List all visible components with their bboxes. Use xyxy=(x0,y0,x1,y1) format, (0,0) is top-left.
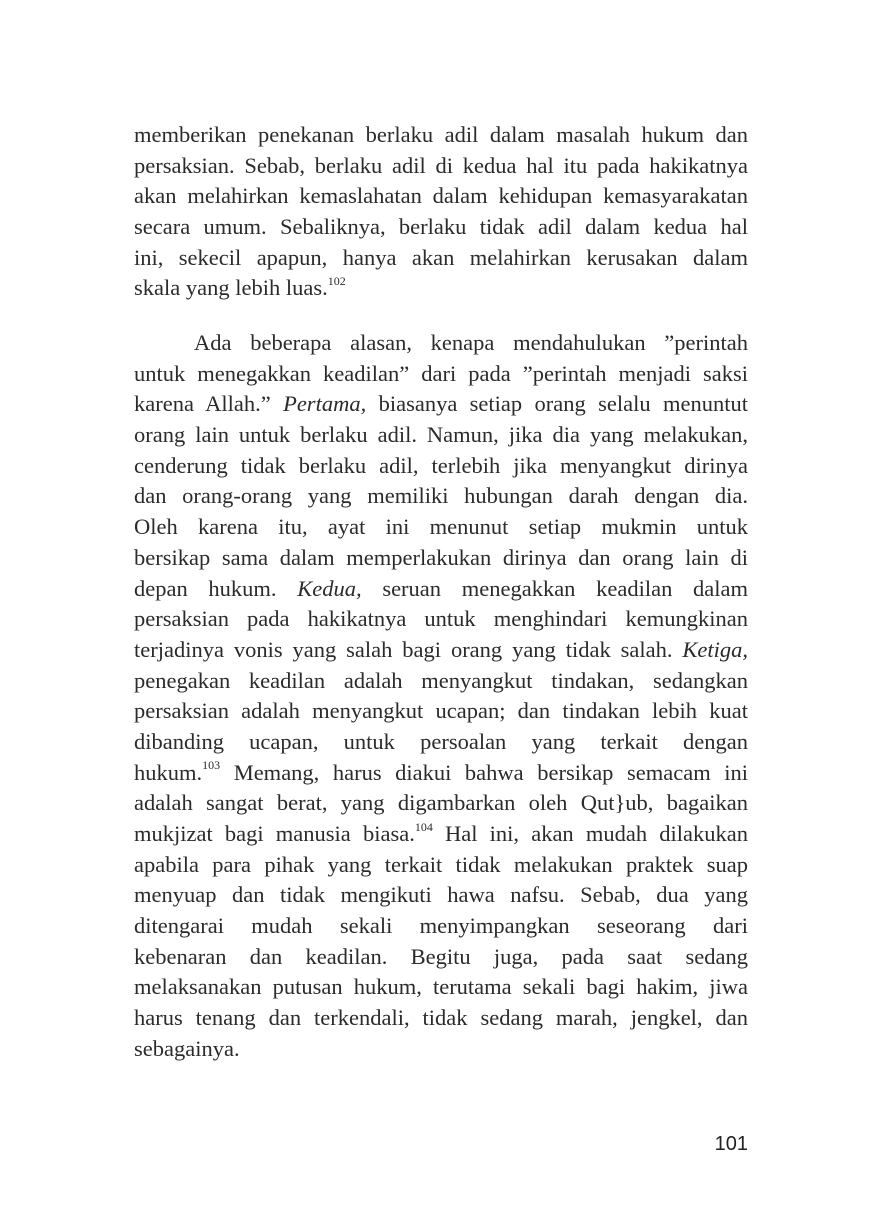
text-line: orang lain untuk berlaku adil. Namun, jika dia yang melakukan, xyxy=(134,422,748,448)
text-line: melaksanakan putusan hukum, terutama sekali bagi hakim, jiwa xyxy=(134,974,748,1000)
text-line: harus tenang dan terkendali, tidak sedang marah, jengkel, dan xyxy=(134,1005,748,1031)
text-line: Oleh karena itu, ayat ini menunut setiap mukmin untuk xyxy=(134,514,748,540)
text-line xyxy=(134,574,748,605)
text-fragment: terjadinya vonis yang salah bagi orang yang tidak salah. xyxy=(134,636,683,662)
text-line: untuk menegakkan keadilan” dari pada ”perintah menjadi saksi xyxy=(134,360,748,386)
text-line: Ada beberapa alasan, kenapa mendahulukan ”perintah xyxy=(194,330,748,355)
text-line: cenderung tidak berlaku adil, terlebih jika menyangkut dirinya xyxy=(134,452,748,478)
text-line xyxy=(134,819,748,850)
text-line: persaksian. Sebab, berlaku adil di kedua hal itu pada hakikatnya xyxy=(134,152,748,178)
text-fragment: biasanya setiap orang selalu menuntut xyxy=(366,391,749,417)
text-fragment: Memang, harus diakui bahwa bersikap semacam ini xyxy=(220,759,748,785)
text-line xyxy=(134,635,748,666)
text-fragment: karena Allah.” xyxy=(134,391,284,417)
text-fragment: skala yang lebih luas. xyxy=(134,275,328,301)
text-line: dan orang-orang yang memiliki hubungan darah dengan dia. xyxy=(134,483,748,509)
text-fragment: hukum. xyxy=(134,759,203,785)
text-fragment: seruan menegakkan keadilan dalam xyxy=(361,575,749,601)
emphasis-pertama: Pertama, xyxy=(283,391,367,417)
text-line: dibanding ucapan, untuk persoalan yang terkait dengan xyxy=(134,728,748,754)
text-line: apabila para pihak yang terkait tidak melakukan praktek suap xyxy=(134,851,748,877)
text-line: bersikap sama dalam memperlakukan dirinya dan orang lain di xyxy=(134,544,748,570)
text-line: kebenaran dan keadilan. Begitu juga, pada saat sedang xyxy=(134,943,748,969)
page-number: 101 xyxy=(714,1133,748,1155)
text-line: adalah sangat berat, yang digambarkan oleh Qut}ub, bagaikan xyxy=(134,790,748,816)
paragraph-1 xyxy=(134,120,748,304)
footnote-ref: 104 xyxy=(414,819,433,834)
emphasis-ketiga: Ketiga, xyxy=(682,636,748,662)
text-line: persaksian pada hakikatnya untuk menghindari kemungkinan xyxy=(134,606,748,632)
text-fragment: depan hukum. xyxy=(134,575,298,601)
text-line xyxy=(134,389,748,420)
text-line: ini, sekecil apapun, hanya akan melahirkan kerusakan dalam xyxy=(134,244,748,270)
text-fragment: Hal ini, akan mudah dilakukan xyxy=(432,821,748,846)
footnote-ref: 103 xyxy=(202,758,221,773)
text-line: penegakan keadilan adalah menyangkut tindakan, sedangkan xyxy=(134,667,748,693)
text-line: menyuap dan tidak mengikuti hawa nafsu. Sebab, dua yang xyxy=(134,882,748,908)
text-line: ditengarai mudah sekali menyimpangkan seseorang dari xyxy=(134,913,748,939)
text-line xyxy=(134,758,748,789)
emphasis-kedua: Kedua, xyxy=(297,575,362,601)
footnote-ref: 102 xyxy=(327,273,346,288)
text-fragment: mukjizat bagi manusia biasa. xyxy=(134,821,415,846)
text-line xyxy=(134,273,748,304)
text-line: memberikan penekanan berlaku adil dalam masalah hukum dan xyxy=(134,122,748,147)
text-line: secara umum. Sebaliknya, berlaku tidak adil dalam kedua hal xyxy=(134,214,748,240)
text-line: sebagainya. xyxy=(134,1035,240,1061)
text-line: akan melahirkan kemaslahatan dalam kehidupan kemasyarakatan xyxy=(134,183,748,209)
paragraph-2 xyxy=(134,328,748,1065)
text-line: persaksian adalah menyangkut ucapan; dan tindakan lebih kuat xyxy=(134,698,748,724)
